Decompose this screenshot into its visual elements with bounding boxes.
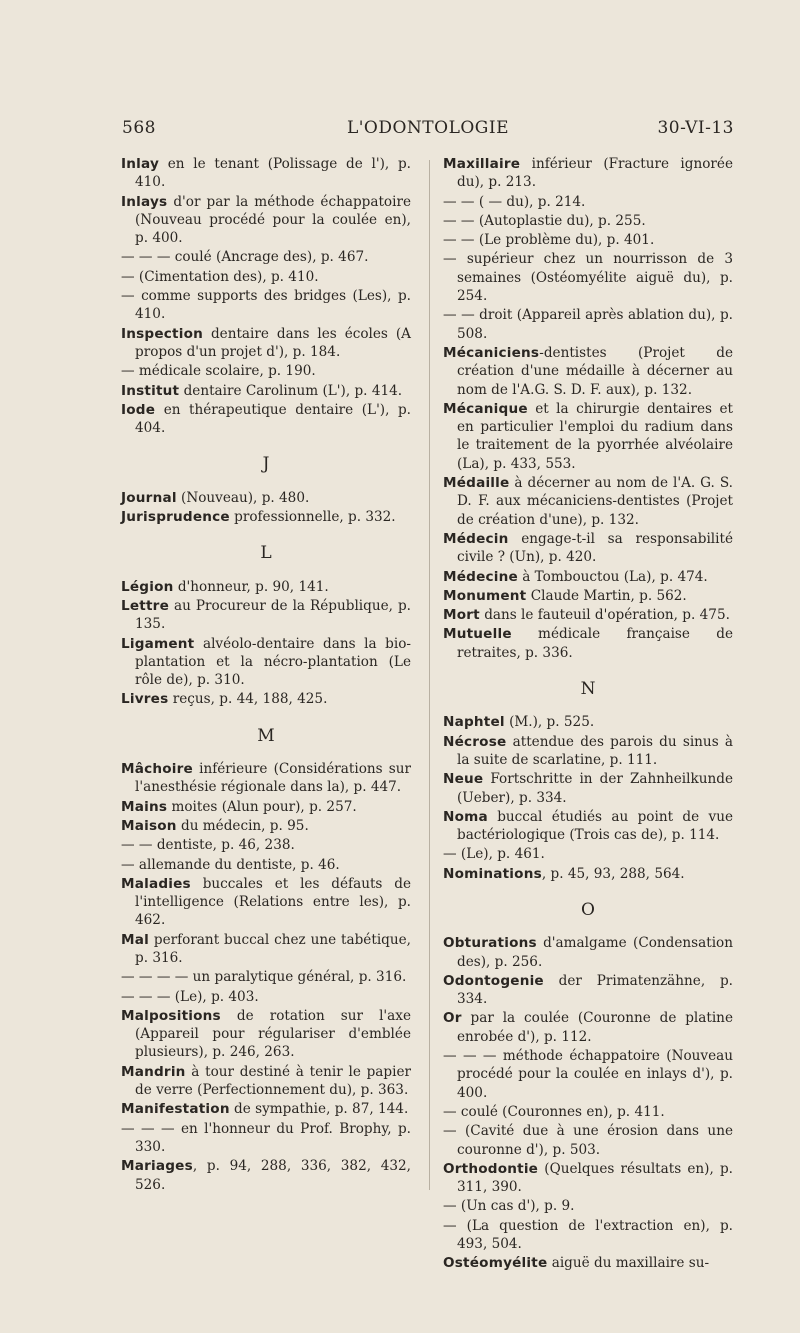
index-entry (121, 597, 411, 634)
index-entry (121, 836, 411, 854)
index-entry (443, 845, 733, 863)
entry-text: — (Un cas d'), p. 9. (443, 1198, 575, 1215)
index-entry (121, 931, 411, 968)
index-entry (443, 1122, 733, 1159)
index-entry (121, 988, 411, 1006)
entry-heading: Livres (121, 691, 169, 708)
entry-text: , p. 94, 288, 336, 382, 432, 526. (135, 1158, 411, 1193)
index-entry (121, 382, 411, 400)
entry-text: attendue des parois du sinus à la suite de scarlatine, p. 111. (457, 733, 733, 768)
entry-text: au Procureur de la République, p. 135. (135, 597, 411, 633)
index-entry (121, 760, 411, 797)
entry-heading: Mains (121, 798, 168, 815)
entry-heading: Obturations (443, 935, 537, 952)
entry-text: — — ( — du), p. 214. (443, 193, 586, 210)
entry-text: aiguë du maxillaire su- (547, 1255, 710, 1272)
entry-text: inférieur (Fracture ignorée du), p. 213. (457, 156, 733, 191)
index-entry (121, 578, 411, 596)
entry-heading: Inlays (121, 193, 168, 210)
entry-heading: Mécanique (443, 400, 528, 417)
entry-text: d'or par la méthode échappatoire (Nouveau procédé pour la coulée en), p. 400. (135, 193, 411, 247)
entry-text: — (Cavité due à une érosion dans une couronne d'), p. 503. (443, 1123, 733, 1158)
entry-text: engage-t-il sa responsabilité civile ? (Un), p. 420. (457, 530, 733, 566)
entry-text: — (La question de l'extraction en), p. 493, 504. (443, 1217, 733, 1253)
index-entry (443, 568, 733, 586)
entry-heading: Maxillaire (443, 156, 521, 172)
index-entry (443, 587, 733, 605)
entry-heading: Maison (121, 817, 177, 834)
entry-heading: Odontogenie (443, 972, 544, 989)
index-entry (443, 1009, 733, 1046)
entry-text: à décerner au nom de l'A. G. S. D. F. aux mécaniciens-dentistes (Projet de création d'une), p. 132. (457, 475, 733, 528)
index-entry (443, 250, 733, 305)
index-entry (443, 155, 733, 192)
entry-text: — (Cimentation des), p. 410. (121, 268, 319, 285)
entry-text: inférieure (Considérations sur l'anesthésie régionale dans la), p. 447. (135, 761, 411, 796)
entry-text: en le tenant (Polissage de l'), p. 410. (135, 156, 411, 191)
entry-text: — (Le), p. 461. (443, 846, 545, 863)
index-entry (121, 635, 411, 690)
entry-heading: Ligament (121, 635, 195, 652)
entry-text: alvéolo-dentaire dans la bio-plantation et la nécro-plantation (Le rôle de), p. 310. (135, 635, 411, 689)
entry-text: buccal étudiés au point de vue bactériologique (Trois cas de), p. 114. (457, 808, 733, 844)
index-entry (121, 489, 411, 507)
index-entry (121, 817, 411, 835)
entry-text: — — droit (Appareil après ablation du), p. 508. (443, 307, 733, 342)
index-entry (443, 934, 733, 971)
index-entry (121, 968, 411, 986)
entry-text: dentaire dans les écoles (A propos d'un projet d'), p. 184. (135, 325, 411, 360)
index-entry (443, 231, 733, 249)
entry-text: — médicale scolaire, p. 190. (121, 363, 316, 380)
entry-heading: Inlay (121, 156, 160, 172)
entry-text: der Primatenzähne, p. 334. (457, 972, 733, 1008)
entry-text: -dentistes (Projet de création d'une médaille à décerner au nom de l'A.G. S. D. F. aux), p. 132. (457, 344, 733, 398)
entry-heading: Mutuelle (443, 626, 512, 643)
entry-heading: Médaille (443, 475, 510, 492)
entry-heading: Monument (443, 587, 527, 604)
index-entry (121, 401, 411, 438)
entry-text: — — (Le problème du), p. 401. (443, 232, 655, 249)
left-index-column (121, 155, 411, 1195)
entry-text: et la chirurgie dentaires et en particulier l'emploi du radium dans le traitement de la pyorrhée alvéolaire (La), p. 433, 553. (457, 400, 733, 472)
entry-heading: Jurisprudence (121, 509, 230, 526)
entry-text: Fortschritte in der Zahnheilkunde (Ueber), p. 334. (457, 771, 733, 806)
entry-heading: Institut (121, 382, 180, 399)
entry-text: — allemande du dentiste, p. 46. (121, 856, 340, 873)
entry-text: Claude Martin, p. 562. (526, 587, 687, 604)
entry-text: buccales et les défauts de l'intelligence (Relations entre les), p. 462. (135, 875, 411, 929)
index-entry (443, 713, 733, 731)
index-entry (443, 212, 733, 230)
index-entry (121, 325, 411, 362)
entry-text: , p. 45, 93, 288, 564. (541, 865, 685, 882)
index-entry (121, 362, 411, 380)
entry-text: dentaire Carolinum (L'), p. 414. (179, 382, 403, 399)
section-letter: L (260, 543, 272, 564)
index-entry (121, 875, 411, 930)
section-letter: M (257, 725, 275, 746)
index-entry (443, 1103, 733, 1121)
entry-text: — — — (Le), p. 403. (121, 988, 259, 1005)
entry-heading: Or (443, 1010, 462, 1027)
entry-text: médicale française de retraites, p. 336. (457, 626, 733, 661)
entry-text: par la coulée (Couronne de platine enrobée d'), p. 112. (457, 1010, 733, 1045)
entry-text: reçus, p. 44, 188, 425. (168, 691, 328, 708)
entry-text: — comme supports des bridges (Les), p. 410. (121, 288, 411, 323)
entry-heading: Manifestation (121, 1101, 230, 1118)
index-entry (121, 1063, 411, 1100)
entry-text: à tour destiné à tenir le papier de verre (Perfectionnement du), p. 363. (135, 1063, 411, 1099)
entry-text: du médecin, p. 95. (176, 817, 309, 834)
index-entry (121, 1157, 411, 1194)
entry-text: (Nouveau), p. 480. (176, 489, 310, 506)
index-entry (121, 193, 411, 248)
entry-heading: Mâchoire (121, 761, 193, 778)
entry-heading: Médecin (443, 530, 509, 547)
index-entry (443, 1254, 733, 1272)
index-entry (443, 306, 733, 343)
page-number: 568 (122, 118, 156, 138)
index-entry (443, 606, 733, 624)
index-entry (121, 1100, 411, 1118)
entry-text: — supérieur chez un nourrisson de 3 semaines (Ostéomyélite aiguë du), p. 254. (443, 251, 733, 305)
entry-text: moites (Alun pour), p. 257. (167, 798, 357, 815)
entry-heading: Nécrose (443, 733, 507, 750)
index-entry (121, 690, 411, 708)
index-entry (121, 508, 411, 526)
journal-title: L'ODONTOLOGIE (346, 118, 510, 138)
entry-text: — — — — un paralytique général, p. 316. (121, 969, 407, 986)
section-letter: J (262, 454, 270, 475)
entry-heading: Neue (443, 771, 484, 788)
entry-heading: Naphtel (443, 714, 505, 731)
entry-heading: Iode (121, 401, 156, 418)
issue-date: 30-VI-13 (657, 118, 734, 138)
entry-heading: Inspection (121, 325, 204, 342)
index-entry (443, 344, 733, 399)
entry-text: — — — méthode échappatoire (Nouveau procédé pour la coulée en inlays d'), p. 400. (443, 1048, 733, 1101)
entry-heading: Mal (121, 931, 149, 948)
entry-text: perforant buccal chez une tabétique, p. 316. (135, 931, 411, 966)
index-entry (121, 798, 411, 816)
index-entry (443, 972, 733, 1009)
entry-text: — — — coulé (Ancrage des), p. 467. (121, 249, 369, 266)
entry-heading: Malpositions (121, 1007, 221, 1024)
entry-heading: Nominations (443, 865, 542, 882)
entry-text: (M.), p. 525. (504, 714, 595, 731)
entry-text: — — (Autoplastie du), p. 255. (443, 212, 646, 229)
index-entry (443, 474, 733, 529)
entry-text: — — dentiste, p. 46, 238. (121, 837, 295, 854)
entry-heading: Mécaniciens (443, 344, 540, 361)
index-entry (443, 625, 733, 662)
section-letter: O (581, 899, 595, 920)
entry-text: d'honneur, p. 90, 141. (173, 578, 329, 595)
index-entry (443, 865, 733, 883)
index-entry (443, 400, 733, 473)
entry-heading: Noma (443, 808, 488, 825)
index-entry (443, 193, 733, 211)
entry-heading: Lettre (121, 597, 170, 614)
entry-heading: Journal (121, 489, 177, 506)
index-entry (121, 1007, 411, 1062)
section-letter: N (580, 679, 596, 700)
entry-text: (Quelques résultats en), p. 311, 390. (457, 1160, 733, 1196)
index-entry (121, 155, 411, 192)
entry-heading: Orthodontie (443, 1160, 539, 1177)
entry-text: — — — en l'honneur du Prof. Brophy, p. 330. (121, 1120, 411, 1155)
index-entry (443, 1217, 733, 1254)
entry-heading: Légion (121, 578, 174, 595)
running-header (122, 118, 734, 148)
entry-text: de sympathie, p. 87, 144. (229, 1101, 409, 1118)
entry-heading: Ostéomyélite (443, 1255, 548, 1272)
index-entry (443, 733, 733, 770)
index-entry (443, 808, 733, 845)
entry-text: en thérapeutique dentaire (L'), p. 404. (135, 401, 411, 437)
entry-heading: Mariages (121, 1158, 193, 1175)
column-divider (429, 160, 430, 1190)
index-entry (443, 1160, 733, 1197)
entry-heading: Maladies (121, 875, 191, 892)
index-entry (121, 287, 411, 324)
entry-text: professionnelle, p. 332. (229, 509, 396, 526)
index-entry (443, 1197, 733, 1215)
right-index-column (443, 155, 733, 1274)
entry-text: d'amalgame (Condensation des), p. 256. (457, 935, 733, 970)
entry-heading: Mort (443, 607, 480, 624)
entry-text: de rotation sur l'axe (Appareil pour régulariser d'emblée plusieurs), p. 246, 263. (135, 1007, 411, 1061)
index-entry (443, 530, 733, 567)
index-entry (121, 268, 411, 286)
entry-text: — coulé (Couronnes en), p. 411. (443, 1103, 665, 1120)
index-entry (443, 770, 733, 807)
index-entry (121, 856, 411, 874)
entry-heading: Médecine (443, 568, 518, 585)
entry-text: à Tombouctou (La), p. 474. (517, 568, 708, 585)
entry-heading: Mandrin (121, 1063, 186, 1080)
index-entry (121, 1120, 411, 1157)
entry-text: dans le fauteuil d'opération, p. 475. (479, 607, 730, 624)
index-entry (443, 1047, 733, 1102)
index-entry (121, 248, 411, 266)
